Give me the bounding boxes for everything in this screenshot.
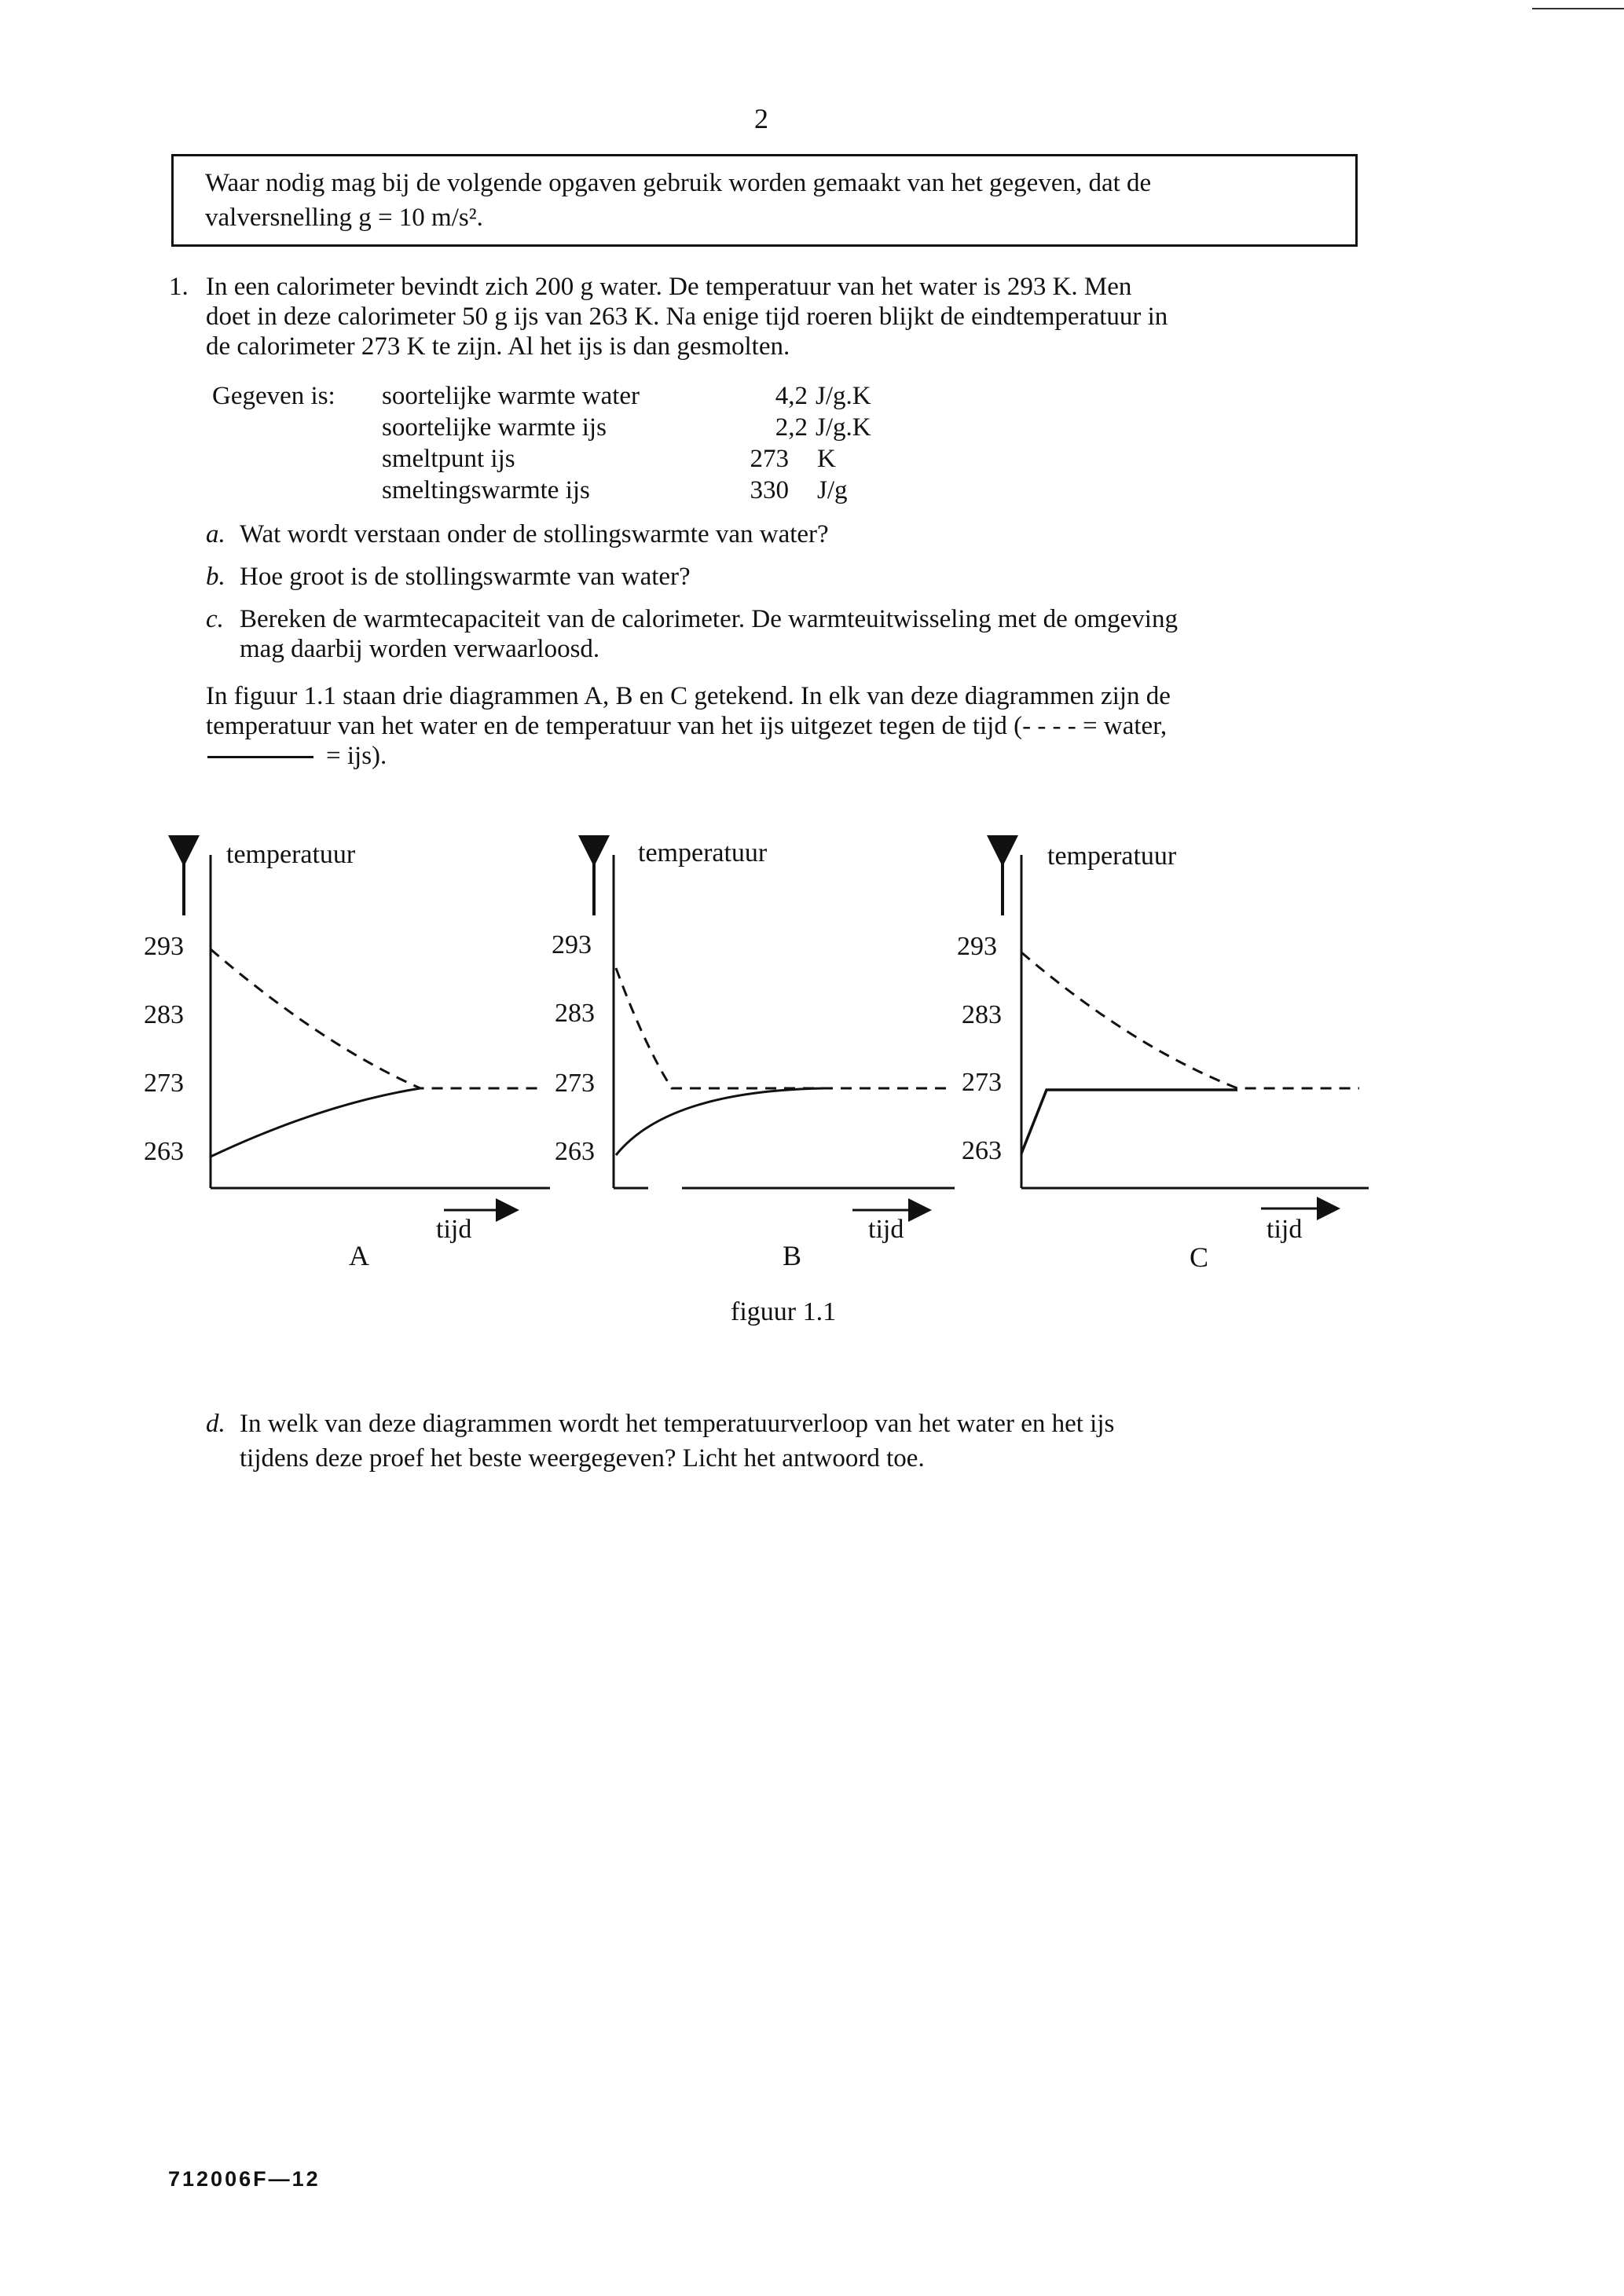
notice-line-2: valversnelling g = 10 m/s². (205, 204, 483, 232)
diagram-b-tick-293: 293 (552, 930, 592, 959)
page-number: 2 (754, 103, 768, 134)
diagram-b (552, 838, 955, 1271)
question-number: 1. (169, 273, 189, 301)
diagram-a-ijs-curve (211, 1088, 420, 1157)
footer-code: 712006F—12 (168, 2167, 321, 2191)
item-a-text: Wat wordt verstaan onder de stollingswarmte van water? (240, 520, 829, 548)
given-label: Gegeven is: (212, 382, 335, 410)
diagram-b-ijs-curve (616, 1088, 825, 1155)
given-unit-3: K (817, 445, 836, 473)
diagram-b-x-label: tijd (868, 1215, 904, 1244)
diagram-c-tick-283: 283 (962, 1000, 1002, 1029)
figure-1-1 (0, 817, 1624, 1336)
given-unit-1: J/g.K (816, 382, 871, 410)
given-unit-2: J/g.K (816, 413, 871, 442)
notice-line-1: Waar nodig mag bij de volgende opgaven gebruik worden gemaakt van het gegeven, dat de (205, 169, 1152, 197)
diagram-c-water-curve (1021, 952, 1359, 1088)
given-name-1: soortelijke warmte water (382, 382, 640, 410)
diagram-a-label: A (349, 1240, 369, 1271)
figure-caption: figuur 1.1 (731, 1297, 837, 1326)
diagram-b-tick-263: 263 (555, 1137, 595, 1166)
given-value-2: 2,2 (775, 413, 808, 442)
diagram-b-water-curve (616, 968, 951, 1088)
diagram-a-tick-263: 263 (144, 1137, 184, 1166)
diagram-a-x-label: tijd (436, 1215, 472, 1244)
diagram-c-tick-273: 273 (962, 1068, 1002, 1097)
page-edge-line (1532, 8, 1624, 9)
diagram-c-ijs-curve (1021, 1090, 1237, 1154)
diagram-a-tick-283: 283 (144, 1000, 184, 1029)
diagram-b-tick-273: 273 (555, 1069, 595, 1098)
diagram-a-water-curve (211, 949, 542, 1088)
question-intro-line-2: doet in deze calorimeter 50 g ijs van 263 K. Na enige tijd roeren blijkt de eindtemperatuur in (206, 303, 1168, 331)
diagram-b-tick-283: 283 (555, 999, 595, 1028)
figure-intro-line-2: temperatuur van het water en de temperatuur van het ijs uitgezet tegen de tijd (- - - - = water, (206, 712, 1168, 740)
diagram-c-y-label: temperatuur (1047, 842, 1177, 871)
ijs-legend-solid-line (207, 756, 313, 758)
diagram-c-tick-293: 293 (957, 932, 997, 961)
diagram-a-y-label: temperatuur (226, 840, 356, 869)
given-unit-4: J/g (817, 476, 848, 504)
question-intro-line-3: de calorimeter 273 K te zijn. Al het ijs is dan gesmolten. (206, 332, 790, 361)
diagram-b-label: B (783, 1240, 802, 1271)
item-b-letter: b. (206, 563, 225, 591)
diagram-c (957, 842, 1369, 1273)
item-c-text-line-2: mag daarbij worden verwaarloosd. (240, 635, 600, 663)
diagram-b-y-label: temperatuur (638, 838, 768, 867)
item-d-text-line-2: tijdens deze proef het beste weergegeven? Licht het antwoord toe. (240, 1444, 925, 1473)
diagram-a-tick-293: 293 (144, 932, 184, 961)
given-name-3: smeltpunt ijs (382, 445, 515, 473)
item-a-letter: a. (206, 520, 225, 548)
item-d-text-line-1: In welk van deze diagrammen wordt het temperatuurverloop van het water en het ijs (240, 1410, 1115, 1438)
item-c-letter: c. (206, 605, 224, 633)
diagram-a-tick-273: 273 (144, 1069, 184, 1098)
diagram-c-tick-263: 263 (962, 1136, 1002, 1165)
item-d-letter: d. (206, 1410, 225, 1438)
question-intro-line-1: In een calorimeter bevindt zich 200 g water. De temperatuur van het water is 293 K. Men (206, 273, 1132, 301)
item-c-text-line-1: Bereken de warmtecapaciteit van de calorimeter. De warmteuitwisseling met de omgeving (240, 605, 1178, 633)
given-value-4: 330 (750, 476, 789, 504)
diagram-c-label: C (1190, 1242, 1209, 1273)
diagram-c-x-label: tijd (1267, 1215, 1303, 1244)
item-b-text: Hoe groot is de stollingswarmte van water? (240, 563, 691, 591)
given-name-4: smeltingswarmte ijs (382, 476, 590, 504)
figure-intro-line-1: In figuur 1.1 staan drie diagrammen A, B en C getekend. In elk van deze diagrammen zijn de (206, 682, 1171, 710)
given-value-3: 273 (750, 445, 789, 473)
given-name-2: soortelijke warmte ijs (382, 413, 607, 442)
figure-intro-line-3: = ijs). (326, 742, 387, 770)
diagram-a (144, 840, 550, 1271)
given-value-1: 4,2 (775, 382, 808, 410)
notice-box (171, 154, 1358, 247)
